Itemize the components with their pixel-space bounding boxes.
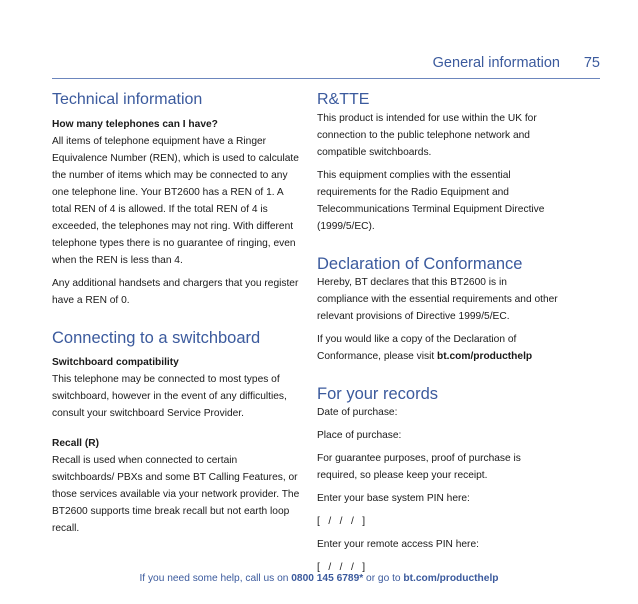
handsets-ren-paragraph: Any additional handsets and chargers that you register have a REN of 0. [52, 278, 299, 306]
footer-phone: 0800 145 6789* [291, 573, 364, 584]
left-column [52, 90, 302, 537]
page-footer [0, 573, 638, 584]
records-heading: For your records [317, 385, 439, 403]
ren-paragraph: All items of telephone equipment have a Ringer Equivalence Number (REN), which is used to calculate the number of items which may be connected to any one telephone line. Your BT2600 has a REN of 1. A total REN of 4 is allowed. If the total REN of 4 is exceeded, the telephones may not ring. With different telephone types there is no guarantee of ringing, even when the REN is less than 4. [52, 136, 299, 266]
rtte-paragraph-2: This equipment complies with the essential requirements for the Radio Equipment and Telecommunications Terminal Equipment Directive (1999/5/EC). [317, 170, 545, 232]
declaration-paragraph-2 [317, 331, 560, 365]
remote-pin-label: Enter your remote access PIN here: [317, 539, 479, 550]
right-column [317, 90, 560, 576]
date-of-purchase-label: Date of purchase: [317, 407, 398, 418]
declaration-heading: Declaration of Conformance [317, 255, 523, 273]
producthelp-link[interactable]: bt.com/producthelp [437, 351, 533, 362]
ren-subheading: How many telephones can I have? [52, 119, 218, 130]
page-number: 75 [583, 55, 600, 71]
compatibility-paragraph: This telephone may be connected to most types of switchboard, however in the event of any difficulties, consult your switchboard Service Provider. [52, 374, 287, 419]
rtte-heading: R&TTE [317, 91, 370, 108]
footer-text-1: If you need some help, call us on [139, 573, 292, 584]
recall-subheading: Recall (R) [52, 438, 99, 449]
declaration-text: If you would like a copy of the Declaration of Conformance, please visit [317, 334, 517, 362]
compatibility-subheading: Switchboard compatibility [52, 357, 179, 368]
footer-link[interactable]: bt.com/producthelp [403, 573, 499, 584]
technical-information-heading: Technical information [52, 91, 203, 108]
declaration-paragraph-1: Hereby, BT declares that this BT2600 is in compliance with the essential requirements and other relevant provisions of Directive 1999/5/EC. [317, 277, 558, 322]
switchboard-heading: Connecting to a switchboard [52, 329, 261, 347]
header-divider [52, 78, 600, 79]
rtte-paragraph-1: This product is intended for use within the UK for connection to the public telephone network and compatible switchboards. [317, 113, 537, 158]
place-of-purchase-label: Place of purchase: [317, 430, 402, 441]
footer-text-2: or go to [363, 573, 404, 584]
header-title: General information [432, 55, 560, 71]
remote-pin-blank: [ / / / ] [317, 562, 366, 573]
base-pin-blank: [ / / / ] [317, 516, 366, 527]
guarantee-paragraph: For guarantee purposes, proof of purchase is required, so please keep your receipt. [317, 453, 521, 481]
recall-paragraph: Recall is used when connected to certain switchboards/ PBXs and some BT Calling Features, or those services available via your network provider. The BT2600 supports time break recall but not earth loop recall. [52, 455, 300, 534]
base-pin-label: Enter your base system PIN here: [317, 493, 470, 504]
